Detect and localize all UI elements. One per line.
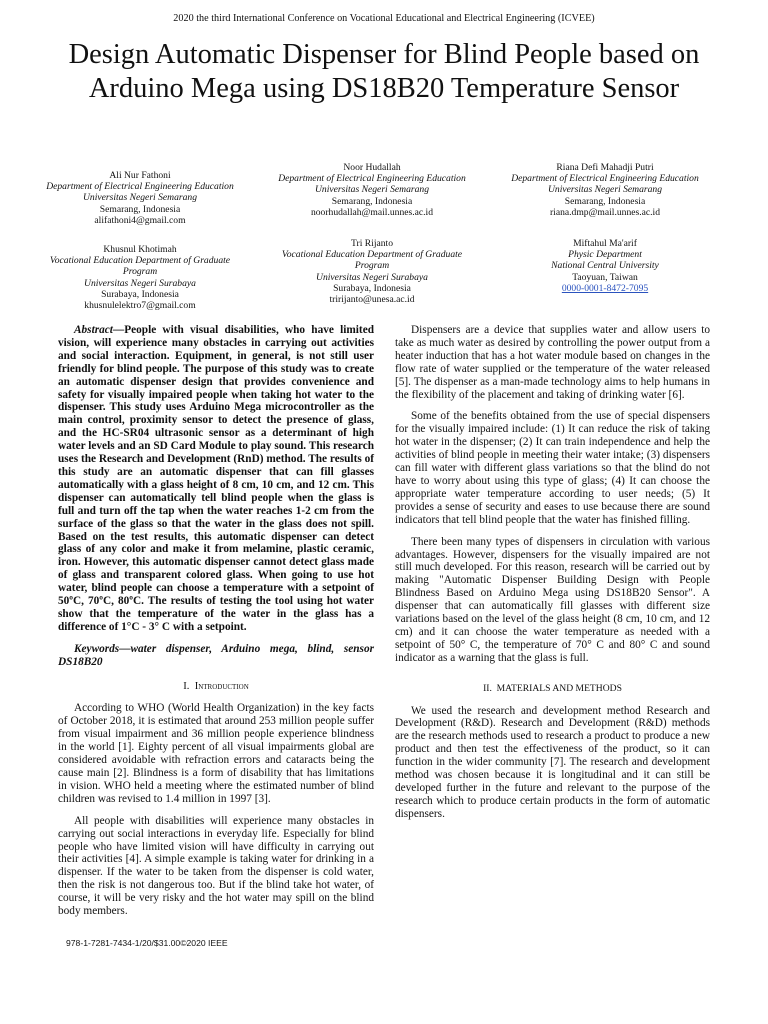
author-4 <box>40 244 240 311</box>
author-city: Surabaya, Indonesia <box>101 288 179 300</box>
author-2 <box>272 162 472 218</box>
left-column <box>58 324 374 927</box>
author-name: Noor Hudallah <box>343 162 401 173</box>
copyright-footer: 978-1-7281-7434-1/20/$31.00©2020 IEEE <box>66 938 228 948</box>
section-number: I. <box>183 680 190 692</box>
section-number: II. <box>483 682 492 694</box>
author-city: Taoyuan, Taiwan <box>572 271 638 283</box>
abstract-label: Abstract <box>74 324 113 336</box>
author-univ: National Central University <box>551 260 659 272</box>
right-paragraph-1: Dispensers are a device that supplies water and allow users to take as much water as desired by controlling the power output from a heater induction that has a hot water module based on changes in the flow rate of water supplied or the temperature of the water released [5]. The dispenser as a man-made technology aims to help humans in the flexibility of the placement and taking of drinking water [6]. <box>395 324 710 401</box>
author-city: Semarang, Indonesia <box>331 195 413 207</box>
abstract <box>58 324 374 634</box>
right-column <box>395 324 710 830</box>
abstract-text: —People with visual disabilities, who have limited vision, will experience many obstacles in carrying out activities and social interaction. Equipment, in general, is not still user friendly for blind people. The purpose of this study was to create an automatic dispenser design that provides convenience and safety for visually impaired people when taking hot water to the dispenser. This study uses Arduino Mega microcontroller as the main control, proximity sensor to detect the presence of glass, and the HC-SR04 ultrasonic sensor as a determinant of high water levels and an SD Card Module to play sound. This research uses the Research and Development (RnD) method. The results of this study are an automatic dispenser that can fill glasses automatically with a glass height of 8 cm, 10 cm, and 12 cm. This dispenser can automatically tell blind people when the glass is full and turn off the tap when the water reaches 1-2 cm from the surface of the glass so that the water in the glass does not spill. Based on the test results, this automatic dispenser can detect glass of any color and make it from melamine, plastic ceramic, iron. However, this automatic dispenser cannot detect glass made of glass and transparent colored glass. When going to use hot water, blind people can choose a temperature with a setpoint of 50ºC, 70ºC, 80ºC. The results of testing the tool using hot water show that the temperature of the water in the glass has a difference of 1°C - 3° C with a setpoint. <box>58 324 374 633</box>
section-title: MATERIALS AND METHODS <box>496 682 622 694</box>
paper-title: Design Automatic Dispenser for Blind People based on Arduino Mega using DS18B20 Temperature Sensor <box>68 39 700 104</box>
author-dept: Department of Electrical Engineering Education <box>511 173 699 185</box>
intro-paragraph-1: According to WHO (World Health Organization) in the key facts of October 2018, it is estimated that around 253 million people suffer from visual impairment and 36 million people experience blindness in the world [1]. Eighty percent of all visual impairments global are considered avoidable with refraction errors and cataracts being the cause main [2]. Blindness is a form of disability that has limitations in vision. WHO held a meeting where the estimated number of blind children was revised to 1.4 million in 1997 [3]. <box>58 702 374 805</box>
author-univ: Universitas Negeri Semarang <box>547 184 663 196</box>
author-dept: Vocational Education Department of Graduate Program <box>49 255 231 278</box>
author-city: Surabaya, Indonesia <box>333 282 411 294</box>
author-email: khusnulelektro7@gmail.com <box>84 300 196 312</box>
section-heading-methods <box>395 683 710 696</box>
author-email: noorhudallah@mail.unnes.ac.id <box>310 206 434 218</box>
author-name: Miftahul Ma'arif <box>573 238 637 249</box>
author-email: tririjanto@unesa.ac.id <box>329 294 415 306</box>
author-name: Tri Rijanto <box>350 238 394 249</box>
author-univ: Universitas Negeri Surabaya <box>316 271 428 283</box>
author-name: Khusnul Khotimah <box>103 244 177 255</box>
conference-header: 2020 the third International Conference on Vocational Educational and Electrical Engineering (ICVEE) <box>173 13 595 24</box>
author-dept: Department of Electrical Engineering Education <box>278 173 466 185</box>
keywords: Keywords—water dispenser, Arduino mega, blind, sensor DS18B20 <box>58 642 374 668</box>
orcid-link[interactable]: 0000-0001-8472-7095 <box>561 282 649 294</box>
section-heading-introduction <box>58 681 374 694</box>
intro-paragraph-2: All people with disabilities will experience many obstacles in carrying out social interactions in everyday life. Especially for blind people who have limited vision will have difficulty in carrying out their activities [4]. A simple example is taking water for drinking in a dispenser. If the water to be taken from the dispenser is cold water, then the risk is not dangerous too. But if the blind take hot water, of course, it will be very risky and the hot water may spill on the blind body members. <box>58 814 374 918</box>
author-email: alifathoni4@gmail.com <box>94 214 186 226</box>
author-name: Ali Nur Fathoni <box>109 170 171 181</box>
author-dept: Physic Department <box>568 249 642 261</box>
author-1 <box>40 170 240 226</box>
author-name: Riana Defi Mahadji Putri <box>556 162 654 173</box>
methods-paragraph-1: We used the research and development method Research and Development (R&D). Research and Development (R&D) methods are the research methods used to research a product to produce a new product and then test the effectiveness of the product, so it can function in the wider community [7]. The research and development method was chosen because it is longitudinal and it can still be developed further in the future and relevant to the purpose of the research which to produce certain products in the form of automatic dispensers. <box>395 704 710 820</box>
author-city: Semarang, Indonesia <box>564 195 646 207</box>
section-title: Introduction <box>194 680 249 692</box>
author-dept: Vocational Education Department of Graduate Program <box>281 249 463 272</box>
author-city: Semarang, Indonesia <box>99 203 181 215</box>
author-3 <box>505 162 705 218</box>
author-email: riana.dmp@mail.unnes.ac.id <box>549 206 661 218</box>
right-paragraph-3: There been many types of dispensers in circulation with various advantages. However, dispensers for the visually impaired are not still much developed. For this reason, research will be carried out by making "Automatic Dispenser Building Design with People Blindness Based on Arduino Mega using DS18B20 Sensor". A dispenser that can automatically fill glasses with different size variations based on the level of the glass height (8 cm, 10 cm, and 12 cm) and it can choose the water temperature as needed with a setpoint of 50° C, the temperature of 70° C and 80° C and sound indicator as a warning that the glass is full. <box>395 535 710 664</box>
right-paragraph-2: Some of the benefits obtained from the use of special dispensers for the visually impaired include: (1) It can reduce the risk of taking hot water in the dispenser; (2) It can train independence and help the activities of blind people in meeting their water intake; (3) dispensers can fill water with different glass variations so that the blind do not have to worry about using this type of glass; (4) It can choose the appropriate water temperature according to user needs; (5) It provides a sense of security and eases to use because there are sound indicators that tell blind people that the water has finished filling. <box>395 410 710 526</box>
author-dept: Department of Electrical Engineering Education <box>46 181 234 193</box>
author-6 <box>505 238 705 294</box>
author-univ: Universitas Negeri Semarang <box>314 184 430 196</box>
author-univ: Universitas Negeri Semarang <box>82 192 198 204</box>
author-5 <box>272 238 472 305</box>
author-univ: Universitas Negeri Surabaya <box>84 277 196 289</box>
